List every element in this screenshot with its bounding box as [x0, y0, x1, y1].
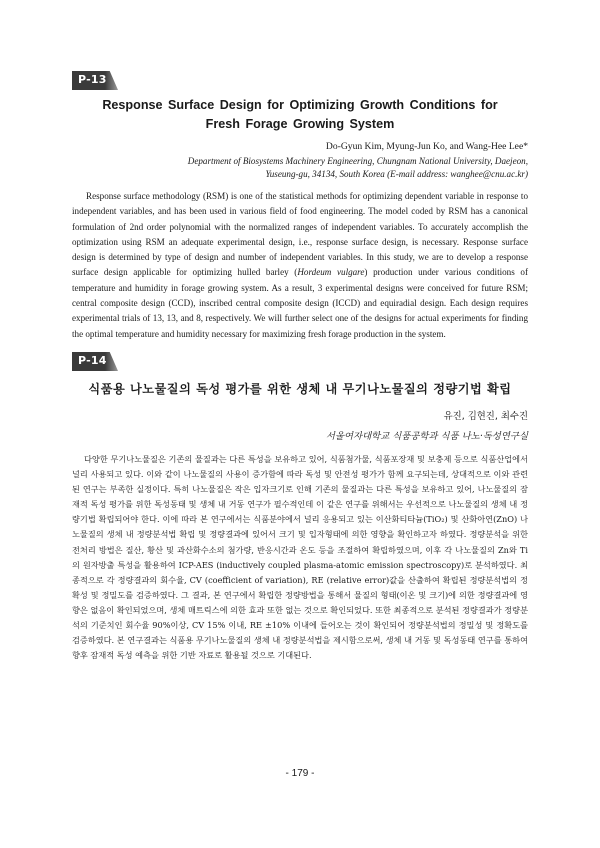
abstract-1: [72, 189, 528, 342]
affiliation-1: [188, 155, 528, 181]
abstract-text-a: Response surface methodology (RSM) is one of the statistical methods for optimizing dependent variable in response to independent variables, and has been used in various field of food engineering. The model coded by RSM has a canonical formulation of 2nd order polynomial with the normalized ranges of independent variables. To accurately accomplish the optimization using RSM an adequate experimental design, i.e., response surface design, is necessary. Response surface design is determined by type of design and number of independent variables. In this study, we are to develop a response surface design applicable for optimizing hulled barley (: [72, 191, 528, 278]
abstract-species-name: Hordeum vulgare: [297, 267, 365, 278]
page-number: - 179 -: [285, 768, 315, 779]
paper-title-1: [72, 96, 528, 134]
abstract-2: 다양한 무기나노물질은 기존의 물질과는 다른 특성을 보유하고 있어, 식품첨가물, 식품포장재 및 보충제 등으로 식품산업에서 널리 사용되고 있다. 이와 같이 나노물질의 사용이 증가함에 따라 독성 및 안전성 평가가 함께 요구되는데, 상대적으로 이와 관련된 연구는 부족한 실정이다. 특히 나노물질은 작은 입자크기로 인해 기존의 물질과는 다른 특성을 보유하고 있어, 나노물질의 잠재적 독성 평가를 위한 독성동태 및 생체 내 거동 연구가 필수적인데 이 같은 연구를 위해서는 우선적으로 나노물질의 생체 내 정량기법 확립되어야 한다. 이에 따라 본 연구에서는 식품분야에서 널리 응용되고 있는 이산화티타늄(TiO₂) 및 산화아연(ZnO) 나노물질의 생체 내 정량분석법 확립 및 정량결과에 있어서 크기 및 입자형태에 의한 영향을 확인하고자 하였다. 정량분석을 위한 전처리 방법은 질산, 황산 및 과산화수소의 첨가량, 반응시간과 온도 등을 조절하여 확립하였으며, 이후 각 나노물질의 Zn와 Ti의 원자방출 특성을 활용하여 ICP-AES (inductively coupled plasma-atomic emission spectroscopy)로 분석하였다. 최종적으로 각 정량결과의 회수율, CV (coefficient of variation), RE (relative error)값을 산출하여 확립된 정량분석법의 정확성 및 정밀도를 검증하였다. 그 결과, 본 연구에서 확립한 정량방법을 통해서 물질의 형태(이온 및 크기)에 의한 정량결과에 영향은 없음이 확인되었으며, 생체 매트릭스에 의한 효과 또한 없는 것으로 확인되었다. 또한 최종적으로 분석된 정량결과가 정량분석의 기준치인 회수율 90%이상, CV 15% 이내, RE ±10% 이내에 들어오는 것이 확인되어 정량분석법의 정밀성 및 정확도를 검증하였다. 본 연구결과는 식품용 무기나노물질의 생체 내 정량분석법을 제시함으로써, 생체 내 거동 및 독성동태 연구를 통하여 향후 잠재적 독성 예측을 위한 기반 자료로 활용될 것으로 기대된다.: [72, 454, 528, 661]
affiliation-line-1: Department of Biosystems Machinery Engineering, Chungnam National University, Daejeon,: [187, 156, 528, 166]
abstract-text-b: ) production under various conditions of temperature and humidity in forage growing system. As a result, 3 experimental designs were conceived for future RSM; central composite design (CCD), inscribed central composite design (ICCD) and equiradial design. Each design requires experimental trials of 13, 13, and 8, respectively. We will further select one of the designs for actual experiments for finding the optimal temperature and humidity necessary for maximizing fresh forage production in the system.: [72, 267, 528, 339]
section-tag-p13: [72, 71, 118, 90]
section-tag-p14: [72, 352, 118, 371]
authors-1: Do-Gyun Kim, Myung-Jun Ko, and Wang-Hee Lee*: [325, 141, 528, 152]
tag-label: P-13: [78, 73, 107, 86]
affiliation-2: 서울여자대학교 식품공학과 식품 나노·독성연구실: [325, 431, 528, 442]
title-line-1: Response Surface Design for Optimizing Growth Conditions for: [102, 98, 498, 112]
paper-title-2: 식품용 나노물질의 독성 평가를 위한 생체 내 무기나노물질의 정량기법 확립: [88, 382, 512, 396]
affiliation-line-2: Yuseung-gu, 34134, South Korea (E-mail address: wanghee@cnu.ac.kr): [265, 169, 528, 179]
title-line-2: Fresh Forage Growing System: [205, 117, 395, 131]
tag-label: P-14: [78, 354, 107, 367]
authors-2: 유진, 김현진, 최수진: [443, 411, 528, 422]
